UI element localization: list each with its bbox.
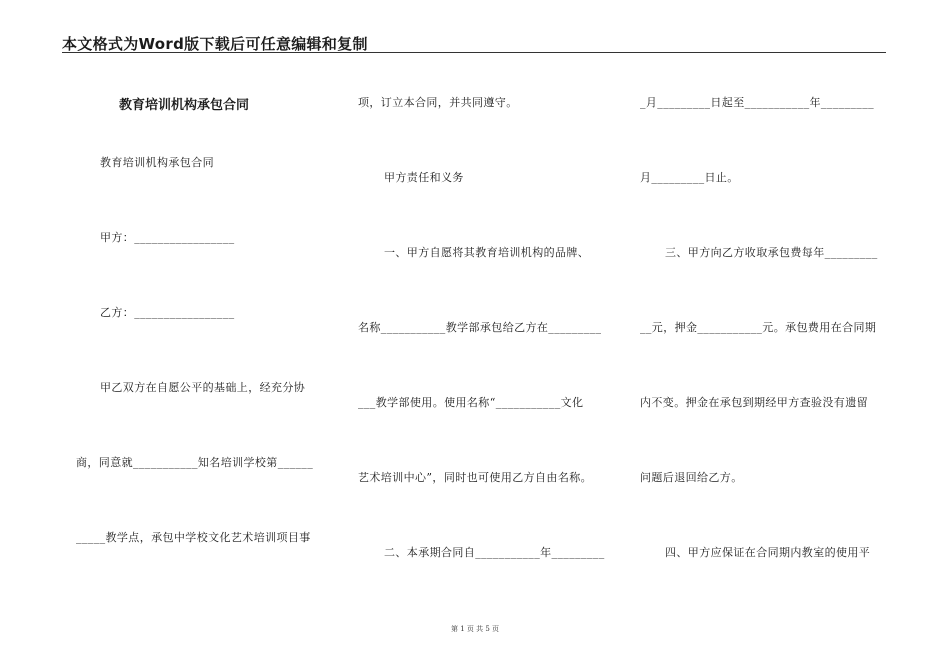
page-footer: 第 1 页 共 5 页 [450,625,500,633]
col1-line-6: _____教学点，承包中学校文化艺术培训项目事 [76,531,311,544]
col1-line-5: 商，同意就___________知名培训学校第______ [76,456,314,469]
col3-line-3: 三、甲方向乙方收取承包费每年_________ [665,246,878,259]
col2-line-1: 项，订立本合同，并共同遵守。 [358,96,518,109]
document-title: 教育培训机构承包合同 [119,98,250,113]
col2-line-2: 甲方责任和义务 [384,171,464,184]
col3-line-4: __元，押金___________元。承包费用在合同期 [640,321,877,334]
col1-line-1: 教育培训机构承包合同 [100,156,214,169]
col2-line-3: 一、甲方自愿将其教育培训机构的品牌、 [384,246,590,259]
col3-line-2: 月_________日止。 [640,171,739,184]
col2-line-4: 名称___________教学部承包给乙方在_________ [358,321,602,334]
col2-line-7: 二、本承期合同自___________年_________ [384,546,605,559]
col1-line-2: 甲方：_________________ [100,231,235,244]
col2-line-6: 艺术培训中心”，同时也可使用乙方自由名称。 [358,471,593,484]
col1-line-4: 甲乙双方在自愿公平的基础上，经充分协 [100,381,306,394]
col3-line-1: _月_________日起至___________年_________ [640,96,874,109]
header-divider [62,52,886,53]
col1-line-3: 乙方：_________________ [100,306,235,319]
col3-line-7: 四、甲方应保证在合同期内教室的使用平 [665,546,871,559]
col3-line-6: 问题后退回给乙方。 [640,471,743,484]
col2-line-5: ___教学部使用。使用名称“___________文化 [358,396,584,409]
col3-line-5: 内不变。押金在承包到期经甲方查验没有遗留 [640,396,868,409]
page-header-title: 本文格式为Word版下载后可任意编辑和复制 [62,35,368,53]
